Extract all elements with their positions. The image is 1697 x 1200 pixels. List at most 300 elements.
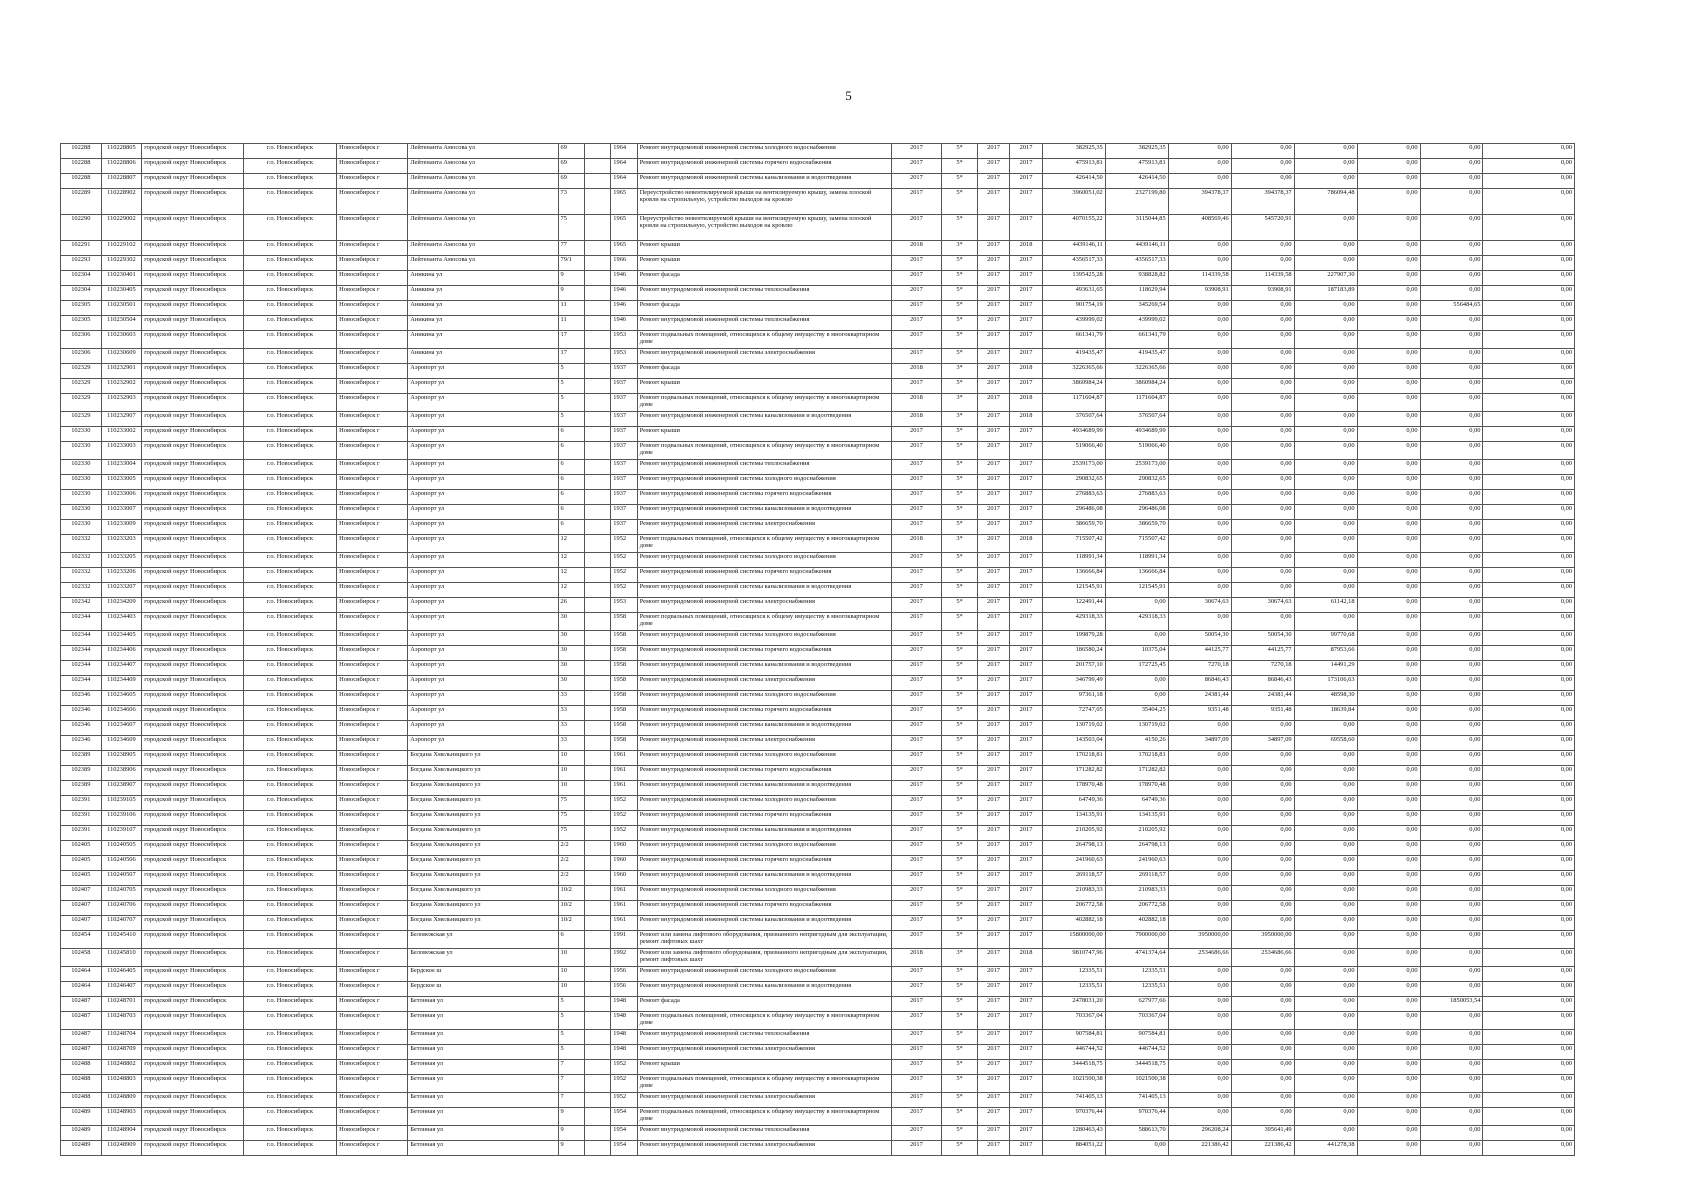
table-cell-code: 110230401 [101, 271, 142, 286]
table-row [61, 631, 1575, 646]
table-cell-code: 110230603 [101, 331, 142, 349]
table-cell-src3: 0,00 [1231, 796, 1294, 811]
table-cell-id: 102332 [61, 583, 102, 598]
table-cell-src1: 172725,45 [1105, 661, 1168, 676]
table-cell-year_end: 2017 [1010, 646, 1042, 661]
table-cell-src6: 0,00 [1420, 1093, 1483, 1108]
table-cell-year_end: 2017 [1010, 781, 1042, 796]
table-cell-id: 102344 [61, 676, 102, 691]
table-cell-municipality: городской округ Новосибирск [142, 751, 244, 766]
table-cell-src5: 0,00 [1357, 967, 1420, 982]
table-cell-src2: 0,00 [1168, 316, 1231, 331]
table-cell-year_start: 2017 [977, 583, 1009, 598]
table-cell-priority: 5* [942, 886, 978, 901]
table-cell-src4: 0,00 [1294, 520, 1357, 535]
table-cell-code: 110248703 [101, 1012, 142, 1030]
table-cell-year_plan: 2017 [891, 598, 942, 613]
table-cell-year_start: 2017 [977, 241, 1009, 256]
table-cell-year_built: 1937 [611, 475, 637, 490]
table-cell-building [584, 736, 610, 751]
table-cell-src4: 0,00 [1294, 826, 1357, 841]
table-cell-building [584, 886, 610, 901]
table-cell-src7: 0,00 [1483, 1093, 1575, 1108]
table-cell-src4: 0,00 [1294, 412, 1357, 427]
table-cell-year_start: 2017 [977, 796, 1009, 811]
table-cell-src7: 0,00 [1483, 241, 1575, 256]
table-cell-priority: 5* [942, 916, 978, 931]
table-cell-src6: 0,00 [1420, 646, 1483, 661]
table-cell-locality: Новосибирск г [337, 490, 408, 505]
table-cell-src3: 7270,18 [1231, 661, 1294, 676]
table-cell-city_district: г.о. Новосибирск [243, 1141, 336, 1156]
table-row [61, 949, 1575, 967]
table-cell-src5: 0,00 [1357, 598, 1420, 613]
table-cell-house: 33 [558, 736, 584, 751]
table-cell-priority: 5* [942, 331, 978, 349]
table-cell-year_built: 1946 [611, 286, 637, 301]
table-cell-src7: 0,00 [1483, 751, 1575, 766]
table-cell-src5: 0,00 [1357, 427, 1420, 442]
table-cell-cost_total: 130719,02 [1042, 721, 1105, 736]
table-cell-street: Богдана Хмельницкого ул [408, 856, 558, 871]
table-cell-src5: 0,00 [1357, 841, 1420, 856]
table-cell-municipality: городской округ Новосибирск [142, 1045, 244, 1060]
table-cell-src3: 0,00 [1231, 781, 1294, 796]
table-cell-city_district: г.о. Новосибирск [243, 766, 336, 781]
table-cell-year_start: 2017 [977, 1075, 1009, 1093]
table-cell-city_district: г.о. Новосибирск [243, 1093, 336, 1108]
table-cell-code: 110248809 [101, 1093, 142, 1108]
table-cell-street: Бетонная ул [408, 1126, 558, 1141]
table-cell-locality: Новосибирск г [337, 364, 408, 379]
table-cell-src6: 0,00 [1420, 316, 1483, 331]
table-cell-src2: 0,00 [1168, 856, 1231, 871]
table-cell-house: 30 [558, 613, 584, 631]
table-cell-src1: 715507,42 [1105, 535, 1168, 553]
table-cell-work_type: Ремонт или замена лифтового оборудования, признанного непригодным для эксплуатации, ремонт лифтовых шахт [637, 931, 891, 949]
table-row [61, 159, 1575, 174]
table-cell-work_type: Ремонт подвальных помещений, относящихся к общему имуществу в многоквартирном доме [637, 1012, 891, 1030]
table-cell-municipality: городской округ Новосибирск [142, 1012, 244, 1030]
table-cell-house: 12 [558, 553, 584, 568]
table-cell-cost_total: 269118,57 [1042, 871, 1105, 886]
table-cell-code: 110233002 [101, 427, 142, 442]
table-cell-priority: 5* [942, 553, 978, 568]
table-cell-src3: 86846,43 [1231, 676, 1294, 691]
table-cell-street: Бетонная ул [408, 1060, 558, 1075]
table-cell-street: Бетонная ул [408, 1093, 558, 1108]
table-cell-locality: Новосибирск г [337, 949, 408, 967]
table-cell-id: 102391 [61, 796, 102, 811]
table-cell-year_end: 2017 [1010, 766, 1042, 781]
table-cell-building [584, 967, 610, 982]
table-cell-src3: 0,00 [1231, 841, 1294, 856]
table-cell-src3: 0,00 [1231, 349, 1294, 364]
table-cell-year_plan: 2017 [891, 301, 942, 316]
table-cell-priority: 5* [942, 189, 978, 215]
table-cell-src5: 0,00 [1357, 997, 1420, 1012]
table-cell-src3: 0,00 [1231, 856, 1294, 871]
table-cell-src7: 0,00 [1483, 967, 1575, 982]
table-cell-year_plan: 2017 [891, 520, 942, 535]
table-cell-src2: 86846,43 [1168, 676, 1231, 691]
table-cell-year_built: 1937 [611, 442, 637, 460]
table-cell-src3: 24381,44 [1231, 691, 1294, 706]
table-cell-priority: 5* [942, 1045, 978, 1060]
table-cell-year_plan: 2017 [891, 1045, 942, 1060]
table-cell-year_end: 2017 [1010, 349, 1042, 364]
table-cell-year_built: 1961 [611, 781, 637, 796]
table-cell-work_type: Ремонт внутридомовой инженерной системы электроснабжения [637, 736, 891, 751]
table-cell-locality: Новосибирск г [337, 886, 408, 901]
table-cell-city_district: г.о. Новосибирск [243, 256, 336, 271]
table-cell-building [584, 505, 610, 520]
table-cell-year_end: 2017 [1010, 256, 1042, 271]
table-cell-code: 110228807 [101, 174, 142, 189]
table-cell-src5: 0,00 [1357, 871, 1420, 886]
table-cell-priority: 3* [942, 241, 978, 256]
table-cell-priority: 3* [942, 412, 978, 427]
table-cell-year_plan: 2017 [891, 490, 942, 505]
table-cell-locality: Новосибирск г [337, 967, 408, 982]
table-cell-cost_total: 64749,36 [1042, 796, 1105, 811]
table-cell-src1: 4741374,64 [1105, 949, 1168, 967]
table-cell-municipality: городской округ Новосибирск [142, 316, 244, 331]
table-cell-building [584, 1075, 610, 1093]
table-cell-src1: 276883,63 [1105, 490, 1168, 505]
table-cell-cost_total: 1395425,28 [1042, 271, 1105, 286]
table-cell-priority: 5* [942, 598, 978, 613]
table-cell-id: 102344 [61, 646, 102, 661]
table-cell-src2: 0,00 [1168, 301, 1231, 316]
table-cell-year_start: 2017 [977, 691, 1009, 706]
table-cell-src4: 0,00 [1294, 394, 1357, 412]
table-cell-house: 2/2 [558, 871, 584, 886]
table-cell-work_type: Ремонт внутридомовой инженерной системы холодного водоснабжения [637, 967, 891, 982]
table-cell-id: 102330 [61, 520, 102, 535]
table-cell-house: 6 [558, 442, 584, 460]
table-cell-src4: 0,00 [1294, 427, 1357, 442]
table-cell-code: 110233205 [101, 553, 142, 568]
table-cell-cost_total: 1171604,87 [1042, 394, 1105, 412]
table-cell-house: 33 [558, 721, 584, 736]
table-cell-src1: 426414,50 [1105, 174, 1168, 189]
table-cell-src6: 0,00 [1420, 442, 1483, 460]
table-cell-city_district: г.о. Новосибирск [243, 901, 336, 916]
table-cell-src2: 0,00 [1168, 1060, 1231, 1075]
table-cell-src7: 0,00 [1483, 505, 1575, 520]
table-cell-year_end: 2017 [1010, 1060, 1042, 1075]
table-cell-src6: 0,00 [1420, 144, 1483, 159]
table-cell-locality: Новосибирск г [337, 811, 408, 826]
table-cell-locality: Новосибирск г [337, 706, 408, 721]
table-cell-src6: 0,00 [1420, 949, 1483, 967]
table-cell-building [584, 931, 610, 949]
table-cell-year_plan: 2017 [891, 781, 942, 796]
table-cell-building [584, 144, 610, 159]
table-row [61, 916, 1575, 931]
table-cell-city_district: г.о. Новосибирск [243, 427, 336, 442]
table-cell-building [584, 901, 610, 916]
table-cell-cost_total: 4439146,11 [1042, 241, 1105, 256]
table-cell-src6: 0,00 [1420, 676, 1483, 691]
table-cell-src4: 187183,89 [1294, 286, 1357, 301]
table-cell-municipality: городской округ Новосибирск [142, 271, 244, 286]
table-cell-src1: 35404,25 [1105, 706, 1168, 721]
table-cell-building [584, 796, 610, 811]
table-cell-municipality: городской округ Новосибирск [142, 189, 244, 215]
table-cell-id: 102389 [61, 766, 102, 781]
table-cell-year_plan: 2017 [891, 189, 942, 215]
table-cell-city_district: г.о. Новосибирск [243, 613, 336, 631]
table-cell-src1: 1021500,38 [1105, 1075, 1168, 1093]
table-cell-street: Лейтенанта Амосова ул [408, 256, 558, 271]
table-cell-src2: 0,00 [1168, 427, 1231, 442]
table-cell-priority: 3* [942, 364, 978, 379]
table-cell-street: Аэропорт ул [408, 661, 558, 676]
table-cell-id: 102407 [61, 886, 102, 901]
table-cell-id: 102344 [61, 613, 102, 631]
table-cell-year_end: 2017 [1010, 826, 1042, 841]
table-cell-building [584, 1093, 610, 1108]
table-cell-building [584, 349, 610, 364]
table-cell-building [584, 535, 610, 553]
table-cell-src2: 408569,46 [1168, 215, 1231, 241]
table-cell-city_district: г.о. Новосибирск [243, 159, 336, 174]
table-cell-id: 102332 [61, 553, 102, 568]
table-cell-locality: Новосибирск г [337, 159, 408, 174]
table-cell-city_district: г.о. Новосибирск [243, 856, 336, 871]
table-cell-locality: Новосибирск г [337, 189, 408, 215]
table-cell-locality: Новосибирск г [337, 871, 408, 886]
table-cell-building [584, 241, 610, 256]
table-cell-building [584, 331, 610, 349]
table-cell-municipality: городской округ Новосибирск [142, 1108, 244, 1126]
table-cell-house: 75 [558, 796, 584, 811]
table-cell-cost_total: 4356517,33 [1042, 256, 1105, 271]
table-cell-street: Аэропорт ул [408, 427, 558, 442]
table-cell-building [584, 189, 610, 215]
table-cell-locality: Новосибирск г [337, 241, 408, 256]
table-cell-id: 102489 [61, 1141, 102, 1156]
table-cell-src2: 0,00 [1168, 144, 1231, 159]
table-cell-building [584, 442, 610, 460]
table-cell-year_end: 2017 [1010, 215, 1042, 241]
table-cell-street: Аэропорт ул [408, 676, 558, 691]
table-cell-src6: 0,00 [1420, 331, 1483, 349]
table-row [61, 412, 1575, 427]
table-row [61, 331, 1575, 349]
table-cell-year_built: 1946 [611, 316, 637, 331]
table-cell-year_start: 2017 [977, 826, 1009, 841]
table-cell-id: 102329 [61, 394, 102, 412]
table-cell-locality: Новосибирск г [337, 736, 408, 751]
table-cell-src3: 0,00 [1231, 316, 1294, 331]
table-cell-cost_total: 439999,02 [1042, 316, 1105, 331]
table-cell-src7: 0,00 [1483, 646, 1575, 661]
table-cell-src4: 0,00 [1294, 460, 1357, 475]
table-cell-street: Аэропорт ул [408, 460, 558, 475]
table-cell-cost_total: 884051,22 [1042, 1141, 1105, 1156]
table-cell-city_district: г.о. Новосибирск [243, 144, 336, 159]
table-cell-id: 102391 [61, 811, 102, 826]
table-cell-cost_total: 178970,48 [1042, 781, 1105, 796]
table-cell-src7: 0,00 [1483, 931, 1575, 949]
table-cell-src1: 210983,33 [1105, 886, 1168, 901]
table-cell-src1: 3226365,66 [1105, 364, 1168, 379]
table-cell-src7: 0,00 [1483, 661, 1575, 676]
table-cell-src5: 0,00 [1357, 256, 1420, 271]
table-cell-locality: Новосибирск г [337, 286, 408, 301]
table-cell-src1: 382925,35 [1105, 144, 1168, 159]
table-cell-src2: 0,00 [1168, 1012, 1231, 1030]
table-cell-src2: 0,00 [1168, 475, 1231, 490]
table-cell-src4: 0,00 [1294, 568, 1357, 583]
table-cell-year_built: 1948 [611, 1045, 637, 1060]
table-cell-src1: 0,00 [1105, 1141, 1168, 1156]
table-cell-priority: 5* [942, 997, 978, 1012]
table-cell-municipality: городской округ Новосибирск [142, 1093, 244, 1108]
table-cell-municipality: городской округ Новосибирск [142, 159, 244, 174]
table-cell-id: 102329 [61, 412, 102, 427]
table-cell-src1: 206772,58 [1105, 901, 1168, 916]
table-cell-locality: Новосибирск г [337, 997, 408, 1012]
table-cell-year_start: 2017 [977, 631, 1009, 646]
table-cell-src4: 0,00 [1294, 856, 1357, 871]
table-cell-priority: 5* [942, 1093, 978, 1108]
table-cell-src3: 0,00 [1231, 568, 1294, 583]
table-cell-year_built: 1952 [611, 1060, 637, 1075]
table-cell-city_district: г.о. Новосибирск [243, 520, 336, 535]
table-cell-id: 102329 [61, 364, 102, 379]
table-cell-src6: 0,00 [1420, 841, 1483, 856]
table-cell-street: Аэропорт ул [408, 505, 558, 520]
table-cell-work_type: Ремонт подвальных помещений, относящихся к общему имуществу в многоквартирном доме [637, 442, 891, 460]
table-cell-code: 110248903 [101, 1108, 142, 1126]
table-cell-building [584, 811, 610, 826]
table-cell-year_plan: 2017 [891, 811, 942, 826]
table-cell-src4: 0,00 [1294, 931, 1357, 949]
table-cell-work_type: Ремонт внутридомовой инженерной системы холодного водоснабжения [637, 691, 891, 706]
table-cell-src7: 0,00 [1483, 394, 1575, 412]
table-cell-year_start: 2017 [977, 901, 1009, 916]
table-cell-src3: 0,00 [1231, 379, 1294, 394]
table-cell-house: 10/2 [558, 916, 584, 931]
table-cell-house: 30 [558, 661, 584, 676]
table-cell-locality: Новосибирск г [337, 379, 408, 394]
table-cell-id: 102330 [61, 490, 102, 505]
table-cell-src2: 0,00 [1168, 967, 1231, 982]
table-cell-year_plan: 2017 [891, 1075, 942, 1093]
table-cell-year_start: 2017 [977, 997, 1009, 1012]
table-cell-house: 6 [558, 931, 584, 949]
table-cell-priority: 5* [942, 271, 978, 286]
table-cell-code: 110240507 [101, 871, 142, 886]
table-cell-year_start: 2017 [977, 982, 1009, 997]
table-cell-cost_total: 519066,40 [1042, 442, 1105, 460]
table-cell-municipality: городской округ Новосибирск [142, 811, 244, 826]
table-cell-house: 5 [558, 364, 584, 379]
table-cell-code: 110230405 [101, 286, 142, 301]
table-cell-year_end: 2017 [1010, 159, 1042, 174]
table-cell-work_type: Ремонт внутридомовой инженерной системы теплоснабжения [637, 286, 891, 301]
table-cell-house: 10/2 [558, 901, 584, 916]
table-cell-house: 2/2 [558, 841, 584, 856]
table-cell-src7: 0,00 [1483, 301, 1575, 316]
table-cell-work_type: Ремонт внутридомовой инженерной системы электроснабжения [637, 676, 891, 691]
table-cell-src5: 0,00 [1357, 215, 1420, 241]
table-cell-code: 110239105 [101, 796, 142, 811]
table-cell-work_type: Ремонт подвальных помещений, относящихся к общему имуществу в многоквартирном доме [637, 394, 891, 412]
table-cell-src7: 0,00 [1483, 841, 1575, 856]
table-cell-src6: 0,00 [1420, 916, 1483, 931]
table-cell-work_type: Ремонт подвальных помещений, относящихся к общему имуществу в многоквартирном доме [637, 1075, 891, 1093]
table-cell-src4: 0,00 [1294, 159, 1357, 174]
table-cell-building [584, 598, 610, 613]
table-cell-year_end: 2017 [1010, 811, 1042, 826]
table-cell-src1: 12335,51 [1105, 967, 1168, 982]
table-cell-src1: 588613,70 [1105, 1126, 1168, 1141]
table-cell-src5: 0,00 [1357, 1141, 1420, 1156]
table-cell-src2: 7270,18 [1168, 661, 1231, 676]
table-cell-building [584, 215, 610, 241]
table-cell-src3: 221386,42 [1231, 1141, 1294, 1156]
table-cell-work_type: Ремонт подвальных помещений, относящихся к общему имуществу в многоквартирном доме [637, 1108, 891, 1126]
table-cell-year_plan: 2017 [891, 460, 942, 475]
table-cell-year_start: 2017 [977, 189, 1009, 215]
table-cell-code: 110232901 [101, 364, 142, 379]
table-cell-src6: 556484,65 [1420, 301, 1483, 316]
table-cell-locality: Новосибирск г [337, 475, 408, 490]
table-cell-src2: 0,00 [1168, 394, 1231, 412]
table-cell-src7: 0,00 [1483, 349, 1575, 364]
table-cell-src5: 0,00 [1357, 349, 1420, 364]
table-cell-year_plan: 2017 [891, 159, 942, 174]
table-cell-src7: 0,00 [1483, 535, 1575, 553]
table-cell-year_plan: 2017 [891, 997, 942, 1012]
table-cell-src4: 0,00 [1294, 583, 1357, 598]
table-cell-locality: Новосибирск г [337, 691, 408, 706]
table-cell-src5: 0,00 [1357, 364, 1420, 379]
table-cell-city_district: г.о. Новосибирск [243, 189, 336, 215]
table-cell-code: 110228806 [101, 159, 142, 174]
table-cell-src6: 0,00 [1420, 967, 1483, 982]
table-cell-code: 110229002 [101, 215, 142, 241]
table-cell-src4: 61142,18 [1294, 598, 1357, 613]
table-cell-year_end: 2017 [1010, 796, 1042, 811]
table-cell-building [584, 781, 610, 796]
table-row [61, 613, 1575, 631]
table-cell-priority: 5* [942, 751, 978, 766]
table-cell-city_district: г.о. Новосибирск [243, 751, 336, 766]
table-cell-src1: 210205,92 [1105, 826, 1168, 841]
table-cell-house: 11 [558, 316, 584, 331]
table-cell-src7: 0,00 [1483, 583, 1575, 598]
table-cell-id: 102454 [61, 931, 102, 949]
table-cell-code: 110233009 [101, 520, 142, 535]
table-cell-year_plan: 2017 [891, 553, 942, 568]
table-cell-municipality: городской округ Новосибирск [142, 241, 244, 256]
table-cell-year_plan: 2017 [891, 442, 942, 460]
table-cell-cost_total: 15800000,00 [1042, 931, 1105, 949]
table-cell-src6: 0,00 [1420, 553, 1483, 568]
table-cell-year_end: 2017 [1010, 301, 1042, 316]
table-cell-work_type: Ремонт внутридомовой инженерной системы канализования и водоотведения [637, 505, 891, 520]
table-cell-municipality: городской округ Новосибирск [142, 412, 244, 427]
table-cell-priority: 5* [942, 349, 978, 364]
table-cell-cost_total: 201757,10 [1042, 661, 1105, 676]
table-cell-building [584, 394, 610, 412]
